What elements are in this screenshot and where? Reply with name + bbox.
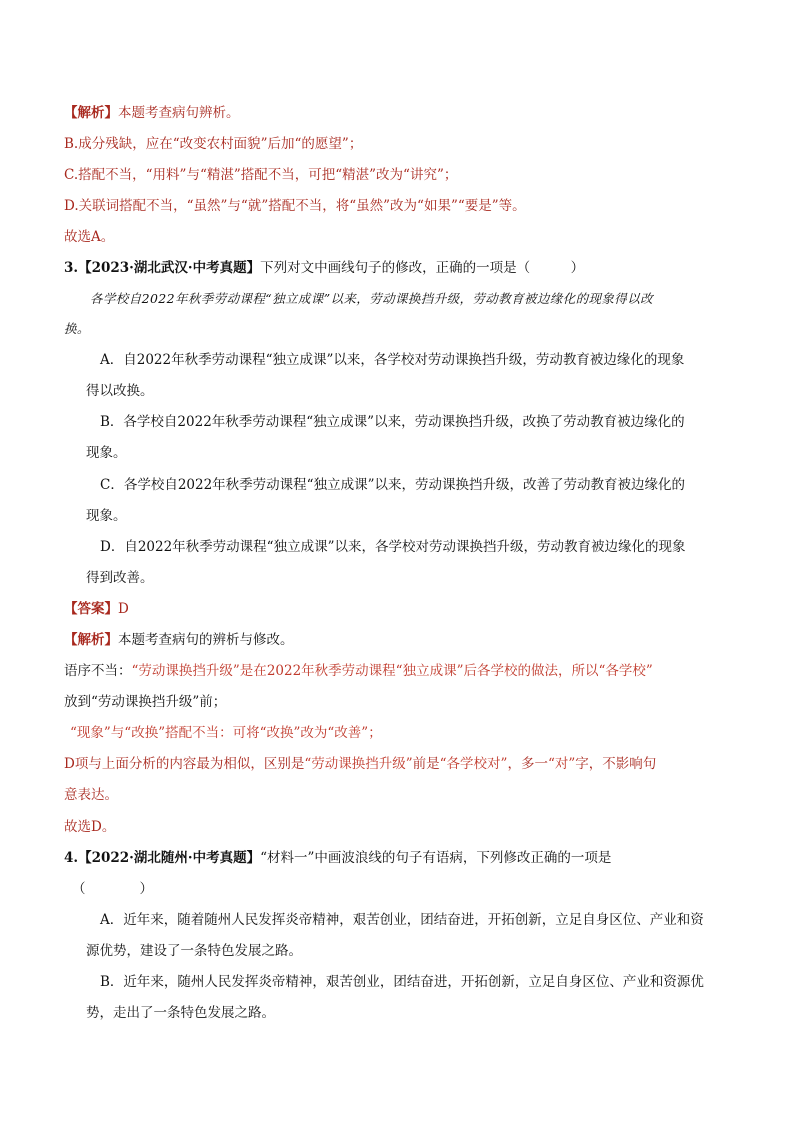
answer-tag: 【答案】 [64, 601, 118, 617]
q4-option-a-line-2: 源优势，建设了一条特色发展之路。 [86, 943, 302, 959]
q4-number: 4. [64, 850, 79, 866]
q3-analysis-line-3: “现象”与“改换”搭配不当：可将“改换”改为“改善”； [70, 725, 382, 741]
q3-heading [64, 259, 584, 277]
q3-option-c-line-2: 现象。 [86, 508, 127, 524]
q3-stem: 下列对文中画线句子的修改，正确的一项是（ ） [260, 260, 585, 276]
q3-passage-line-2: 换。 [64, 321, 90, 336]
answer-value: D [118, 601, 129, 617]
q4-option-b-line-2: 势，走出了一条特色发展之路。 [86, 1005, 275, 1021]
q2-analysis-intro [64, 104, 240, 122]
analysis-tag: 【解析】 [64, 105, 118, 121]
q3-analysis-line-1 [64, 662, 653, 680]
q3-option-d-line-2: 得到改善。 [86, 570, 154, 586]
q3-analysis-intro [64, 631, 294, 649]
q4-option-b-line-1: B．近年来，随州人民发挥炎帝精神，艰苦创业，团结奋进，开拓创新，立足自身区位、产业和资源优 [100, 974, 704, 990]
analysis-segment: D项与上面分析的内容最为相似，区别是 [64, 756, 305, 772]
q3-option-b-line-1: B．各学校自2022年秋季劳动课程“独立成课”以来，劳动课换挡升级，改换了劳动教育被边缘化的 [100, 414, 685, 430]
q3-option-a-line-1: A．自2022年秋季劳动课程“独立成课”以来，各学校对劳动课换挡升级，劳动教育被边缘化的现象 [100, 352, 685, 368]
q3-option-c-line-1: C．各学校自2022年秋季劳动课程“独立成课”以来，劳动课换挡升级，改善了劳动教育被边缘化的 [100, 477, 685, 493]
q3-analysis-line-5: 意表达。 [64, 787, 118, 803]
analysis-segment: 2022年秋季劳动课程“独立成课”后各学校的做法，所以“各学校” [266, 663, 653, 679]
q3-option-d-line-1: D．自2022年秋季劳动课程“独立成课”以来，各学校对劳动课换挡升级，劳动教育被边缘化的现象 [100, 539, 686, 555]
q3-passage-line-1: 各学校自2022年秋季劳动课程“独立成课”以来，劳动课换挡升级，劳动教育被边缘化的现象得以改 [90, 291, 653, 306]
analysis-segment: “劳动课换挡升级” [304, 756, 413, 772]
q3-option-b-line-2: 现象。 [86, 445, 127, 461]
q4-heading [64, 849, 611, 867]
q4-option-a-line-1: A．近年来，随着随州人民发挥炎帝精神，艰苦创业，团结奋进，开拓创新，立足自身区位、产业和资 [100, 912, 704, 928]
analysis-segment: “各学校对” [439, 756, 508, 772]
analysis-segment: 前是 [412, 756, 440, 772]
q4-stem: “材料一”中画波浪线的句子有语病，下列修改正确的一项是 [260, 850, 612, 866]
q3-number: 3. [64, 260, 79, 276]
analysis-segment: ，多一 [507, 756, 548, 772]
q2-analysis-b: B.成分残缺，应在“改变农村面貌”后加“的愿望”； [64, 136, 363, 152]
analysis-segment: 字，不影响句 [575, 756, 657, 772]
q3-answer [64, 600, 129, 618]
q3-analysis-line-4 [64, 755, 656, 773]
q2-choice: 故选A。 [64, 229, 115, 245]
q3-analysis-line-2: 放到“劳动课换挡升级”前； [64, 694, 227, 710]
analysis-segment: “对” [547, 756, 576, 772]
q3-option-a-line-2: 得以改换。 [86, 383, 154, 399]
q2-analysis-d: D.关联词搭配不当，“虽然”与“就”搭配不当，将“虽然”改为“如果”“要是”等。 [64, 198, 526, 214]
analysis-intro-text: 本题考查病句辨析。 [118, 105, 240, 121]
analysis-intro-text: 本题考查病句的辨析与修改。 [118, 632, 294, 648]
q2-analysis-c: C.搭配不当，“用料”与“精湛”搭配不当，可把“精湛”改为“讲究”； [64, 167, 458, 183]
q4-source: 【2022·湖北随州·中考真题】 [78, 850, 261, 866]
q3-choice: 故选D。 [64, 819, 116, 835]
analysis-segment: “劳动课换挡升级”是在 [131, 663, 267, 679]
analysis-tag: 【解析】 [64, 632, 118, 648]
analysis-segment: 语序不当： [64, 663, 132, 679]
q4-answer-blank: （ ） [72, 881, 153, 897]
q3-source: 【2023·湖北武汉·中考真题】 [78, 260, 261, 276]
